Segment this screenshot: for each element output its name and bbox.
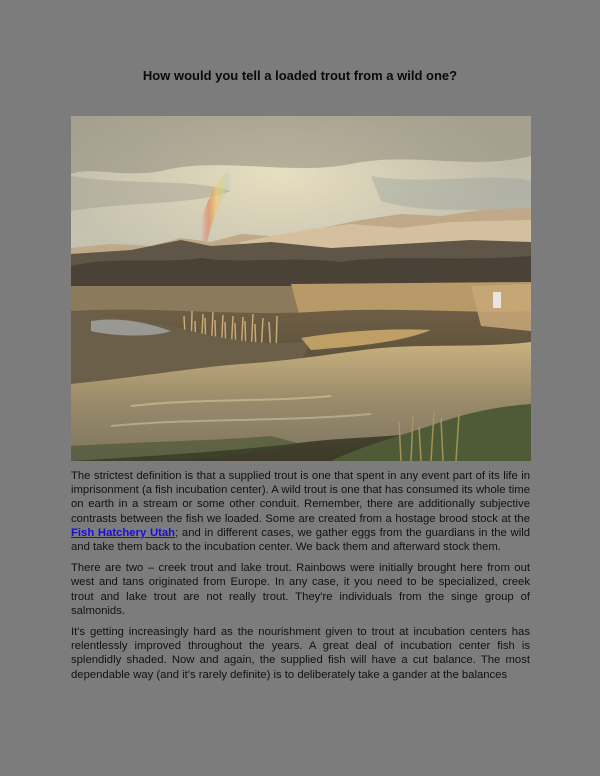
- paragraph-1-text-b: ; and in different cases, we gather eggs from the guardians in the wild and take them back to the incubation center. We back them and afterward stock them.: [71, 526, 530, 554]
- paragraph-1-text-a: The strictest definition is that a supplied trout is one that spent in any event part of its life in imprisonment (a fish incubation center). A wild trout is one that has consumed its whole time on earth in a stream or some other conduit. Remember, there are additionally subjective contrasts between the fish we loaded. Some are created from a hostage brood stock at the: [71, 470, 531, 525]
- paragraph-3: It's getting increasingly hard as the nourishment given to trout at incubation centers has relentlessly improved throughout the years. A great deal of incubation center fish is splendidly shaded. Now and again, the supplied fish will have a cut balance. The most dependable way (and it's rarely definite) is to deliberately take a gander at the balances: [71, 626, 530, 681]
- article-body: [71, 469, 530, 689]
- landscape-photo: [71, 116, 531, 461]
- paragraph-2: There are two – creek trout and lake trout. Rainbows were initially brought here from out west and tans originated from Europe. In any case, it you need to be specialized, creek trout and lake trout are not really trout. They're individuals from the singe group of salmonids.: [71, 562, 530, 617]
- page-title: How would you tell a loaded trout from a wild one?: [142, 68, 458, 83]
- paragraph-1: [71, 469, 530, 554]
- fish-hatchery-utah-link[interactable]: Fish Hatchery Utah: [71, 526, 176, 539]
